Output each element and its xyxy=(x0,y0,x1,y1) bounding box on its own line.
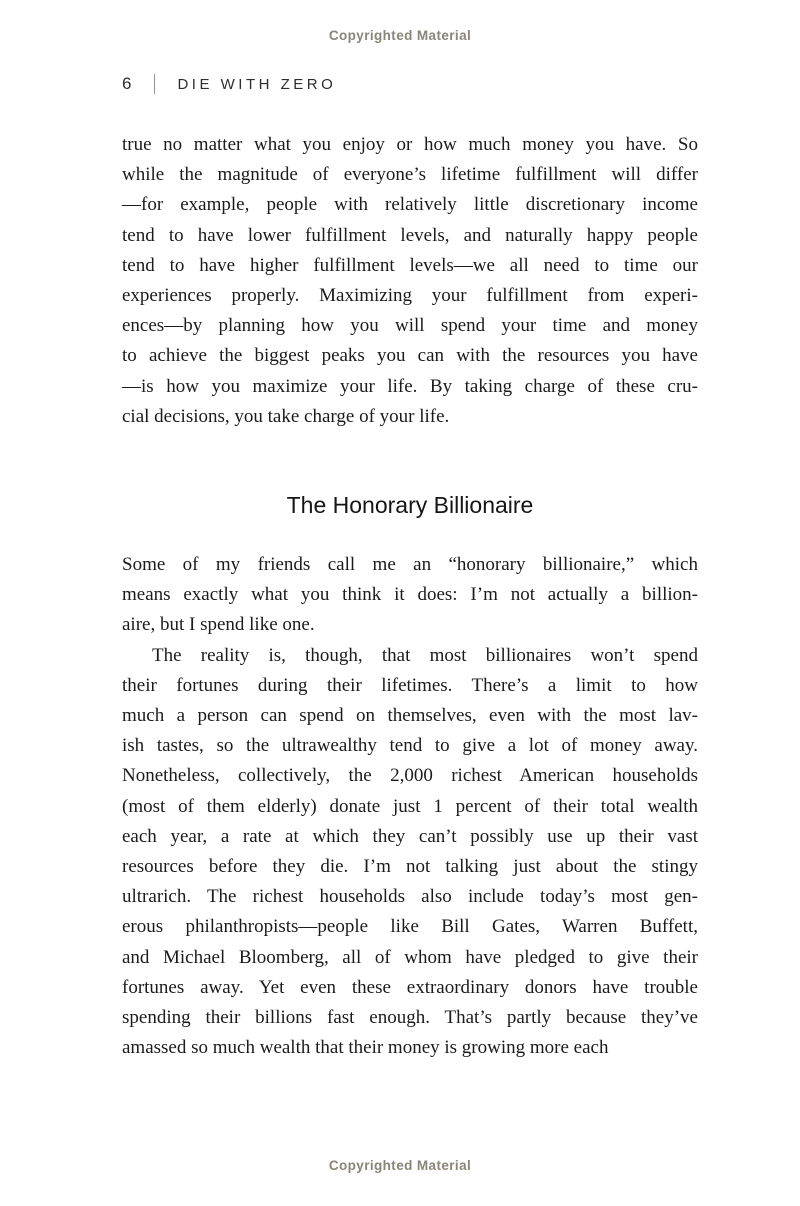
text-line: means exactly what you think it does: I’m not actually a billion- xyxy=(122,584,698,606)
text-line: and Michael Bloomberg, all of whom have pledged to give their xyxy=(122,946,698,968)
paragraph xyxy=(122,550,698,641)
text-line: erous philanthropists—people like Bill Gates, Warren Buffett, xyxy=(122,916,698,938)
paragraph xyxy=(122,641,698,1064)
text-line: amassed so much wealth that their money is growing more each xyxy=(122,1037,609,1059)
copyright-notice-bottom: Copyrighted Material xyxy=(328,1158,472,1173)
text-line: aire, but I spend like one. xyxy=(122,614,315,636)
text-line: to achieve the biggest peaks you can with the resources you have xyxy=(122,345,698,367)
text-line: Some of my friends call me an “honorary billionaire,” which xyxy=(122,554,698,576)
text-line: ences—by planning how you will spend your time and money xyxy=(122,315,698,337)
text-line: The reality is, though, that most billionaires won’t spend xyxy=(152,644,698,666)
body-text xyxy=(122,130,698,1063)
text-line: spending their billions fast enough. That’s partly because they’ve xyxy=(122,1007,698,1029)
copyright-notice-top: Copyrighted Material xyxy=(328,28,472,43)
text-line: much a person can spend on themselves, even with the most lav- xyxy=(122,705,698,727)
text-line: fortunes away. Yet even these extraordinary donors have trouble xyxy=(122,976,698,998)
text-line: cial decisions, you take charge of your life. xyxy=(122,405,450,427)
text-line: Nonetheless, collectively, the 2,000 richest American households xyxy=(122,765,698,787)
text-line: experiences properly. Maximizing your fulfillment from experi- xyxy=(122,285,698,307)
text-line: ish tastes, so the ultrawealthy tend to give a lot of money away. xyxy=(122,735,698,757)
page-number: 6 xyxy=(122,74,133,93)
page-header xyxy=(122,74,336,94)
text-line: resources before they die. I’m not talking just about the stingy xyxy=(122,856,698,878)
book-title: DIE WITH ZERO xyxy=(177,75,337,93)
text-line: tend to have lower fulfillment levels, and naturally happy people xyxy=(122,224,698,246)
text-line: ultrarich. The richest households also include today’s most gen- xyxy=(122,886,698,908)
text-line: their fortunes during their lifetimes. There’s a limit to how xyxy=(122,674,698,696)
text-line: while the magnitude of everyone’s lifetime fulfillment will differ xyxy=(122,164,698,186)
text-line: true no matter what you enjoy or how much money you have. So xyxy=(122,134,698,155)
paragraph xyxy=(122,130,698,432)
text-line: (most of them elderly) donate just 1 percent of their total wealth xyxy=(122,795,698,817)
text-line: tend to have higher fulfillment levels—we all need to time our xyxy=(122,254,698,276)
header-divider xyxy=(154,74,155,94)
text-line: each year, a rate at which they can’t possibly use up their vast xyxy=(122,825,698,847)
text-line: —is how you maximize your life. By taking charge of these cru- xyxy=(122,375,698,397)
section-heading: The Honorary Billionaire xyxy=(286,492,534,519)
text-line: —for example, people with relatively little discretionary income xyxy=(122,194,698,216)
